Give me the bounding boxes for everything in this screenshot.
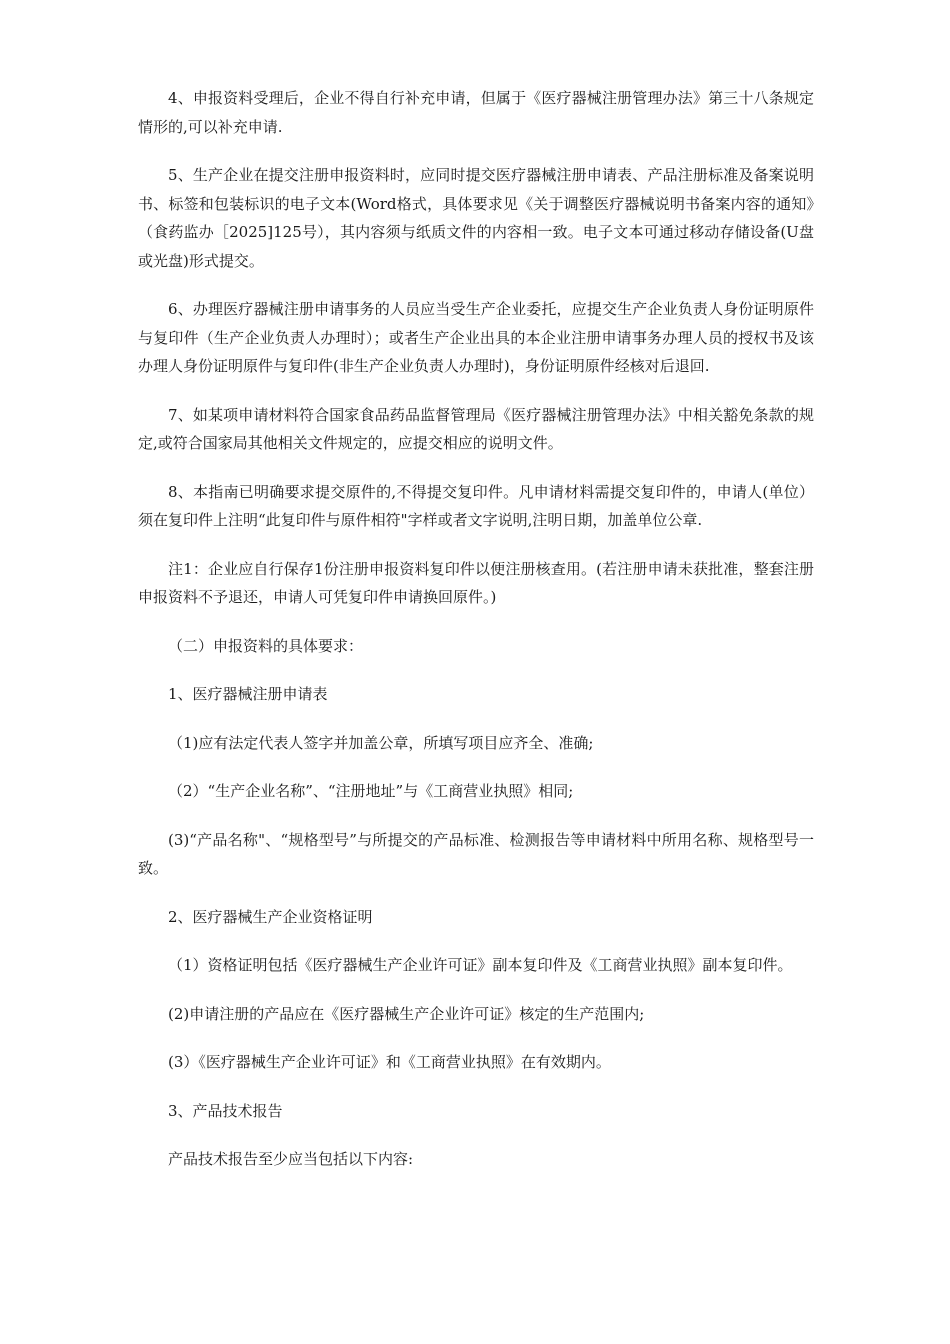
subheading-technical-report: 3、产品技术报告 — [168, 1101, 283, 1120]
paragraph-item-8-copies: 8、本指南已明确要求提交原件的,不得提交复印件。凡申请材料需提交复印件的，申请人(单位）须在复印件上注明“此复印件与原件相符"字样或者文字说明,注明日期，加盖单位公章. — [138, 482, 814, 529]
paragraph-technical-report-intro: 产品技术报告至少应当包括以下内容: — [168, 1150, 414, 1168]
document-body — [138, 84, 814, 1194]
paragraph-item-6-agent: 6、办理医疗器械注册申请事务的人员应当受生产企业委托，应提交生产企业负责人身份证明原件与复印件（生产企业负责人办理时）；或者生产企业出具的本企业注册申请事务办理人员的授权书及该办理人身份证明原件与复印件(非生产企业负责人办理时)，身份证明原件经核对后退回. — [138, 300, 814, 375]
paragraph-item-7-exemption: 7、如某项申请材料符合国家食品药品监督管理局《医疗器械注册管理办法》中相关豁免条款的规定,或符合国家局其他相关文件规定的，应提交相应的说明文件。 — [138, 405, 814, 452]
paragraph-item-5-electronic-text: 5、生产企业在提交注册申报资料时，应同时提交医疗器械注册申请表、产品注册标准及备案说明书、标签和包装标识的电子文本(Word格式，具体要求见《关于调整医疗器械说明书备案内容的通知》（食药监办［2025]125号），其内容须与纸质文件的内容相一致。电子文本可通过移动存储设备(U盘或光盘)形式提交。 — [138, 166, 814, 270]
list-item-qualification-2: (2)申请注册的产品应在《医疗器械生产企业许可证》核定的生产范围内; — [168, 1004, 645, 1023]
subheading-qualification: 2、医疗器械生产企业资格证明 — [168, 907, 373, 926]
subheading-application-form: 1、医疗器械注册申请表 — [168, 685, 328, 703]
list-item-qualification-3: (3）《医疗器械生产企业许可证》和《工商营业执照》在有效期内。 — [168, 1053, 611, 1071]
list-item-form-2: （2）“生产企业名称”、“注册地址”与《工商营业执照》相同; — [168, 782, 574, 800]
paragraph-note-1: 注1：企业应自行保存1份注册申报资料复印件以便注册核查用。(若注册申请未获批准，整套注册申报资料不予退还，申请人可凭复印件申请换回原件。) — [138, 559, 814, 606]
paragraph-item-4-supplement: 4、申报资料受理后，企业不得自行补充申请，但属于《医疗器械注册管理办法》第三十八条规定情形的,可以补充申请. — [138, 89, 814, 136]
list-item-form-3: (3)“产品名称"、“规格型号”与所提交的产品标准、检测报告等申请材料中所用名称、规格型号一致。 — [138, 830, 814, 877]
list-item-form-1: （1)应有法定代表人签字并加盖公章，所填写项目应齐全、准确; — [168, 733, 594, 752]
section-heading-requirements: （二）申报资料的具体要求： — [168, 636, 364, 655]
list-item-qualification-1: （1）资格证明包括《医疗器械生产企业许可证》副本复印件及《工商营业执照》副本复印件。 — [168, 956, 793, 974]
